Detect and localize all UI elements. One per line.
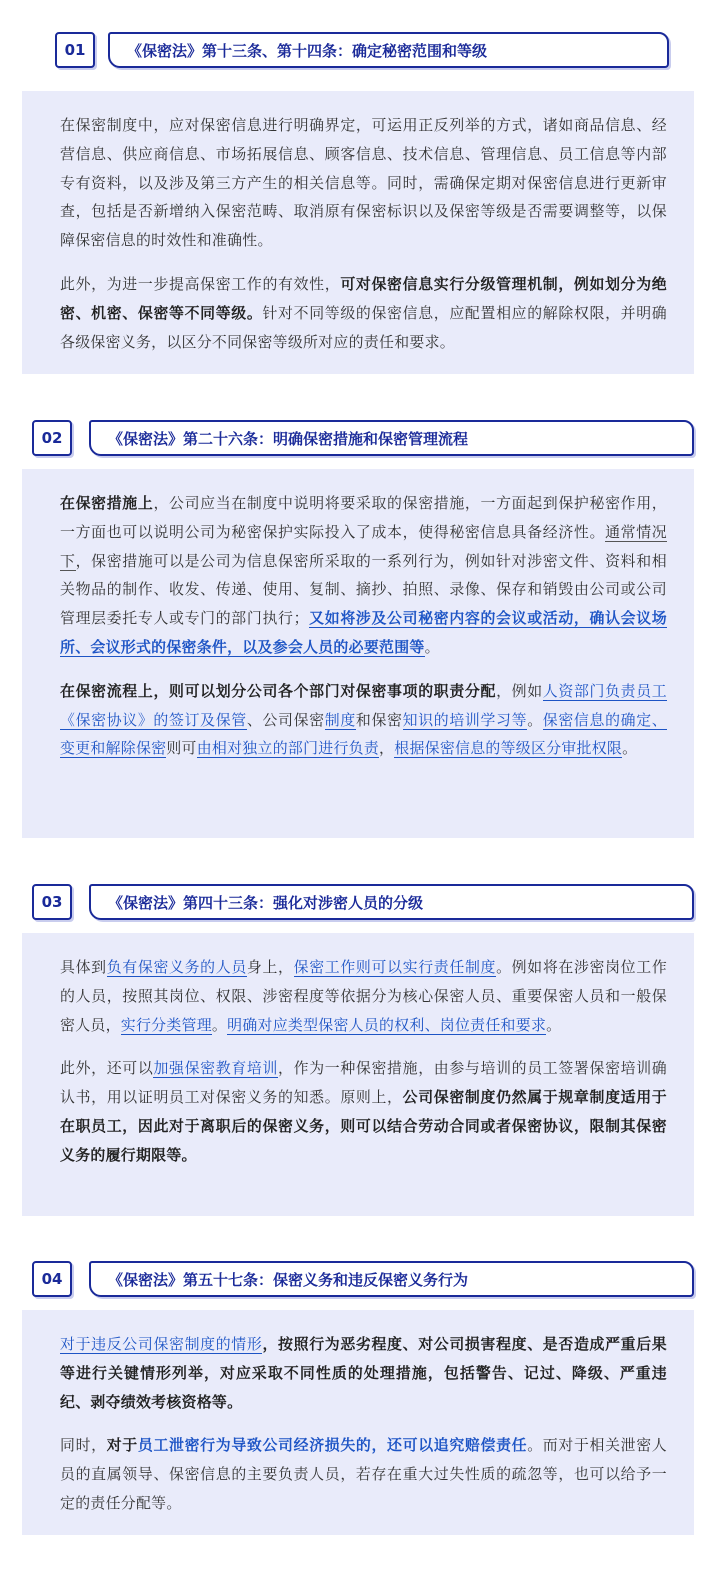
- paragraph: [60, 270, 667, 356]
- highlight-link-text: 负责: [348, 739, 380, 758]
- section-header: [0, 32, 722, 72]
- bold-text: 在保密措施上: [60, 494, 154, 512]
- text-run: 同时，: [60, 1436, 107, 1455]
- section-title: 《保密法》第五十七条：保密义务和违反保密义务行为: [89, 1261, 694, 1297]
- text-run: 身上，: [246, 958, 294, 976]
- text-run: 。: [424, 637, 440, 656]
- text-run: ，作为一种保密措施，由参与培训的员工签署保密培训确认书，用以证明员工对保密义务的知悉。原则上，: [60, 1059, 667, 1107]
- bold-text: 在保密流程上，则可以划分公司各个部门对保密事项的职责分配: [60, 681, 497, 700]
- highlight-link-text: 实行分类管理: [120, 1015, 212, 1034]
- highlight-link-text: 负有保密义务的人员: [106, 958, 247, 976]
- highlight-link-text: 保密信息的确定、变更和解除保密: [60, 710, 667, 758]
- highlight-link-text: 根据保密信息的等级区分审批权限: [394, 739, 623, 758]
- section-title: 《保密法》第二十六条：明确保密措施和保密管理流程: [89, 420, 694, 456]
- bold-text: 公司保密制度仍然属于规章制度适用于在职员工，因此对于离职后的保密义务，则可以结合劳动合同或者保密协议，限制其保密义务的履行期限等。: [60, 1088, 667, 1164]
- paragraph: [60, 677, 667, 763]
- text-run: 。: [622, 739, 638, 758]
- text-run: 此外，还可以: [60, 1059, 154, 1078]
- bold-highlight-text: 又如将涉及公司秘密内容的会议或活动，确认会议场所、会议形式的保密条件，以及参会人员的必要范围等: [60, 609, 667, 656]
- section-01: [0, 32, 722, 351]
- bold-text: ，按照行为恶劣程度、对公司损害程度、是否造成严重后果等进行关键情形列举，对应采取不同性质的处理措施，包括警告、记过、降级、严重违纪、剥夺绩效考核资格等。: [60, 1335, 667, 1411]
- section-header: [0, 420, 722, 460]
- highlight-link-text: 知识的培训学习等: [402, 710, 528, 729]
- text-run: 。例如将在涉密岗位工作的人员，按照其岗位、权限、涉密程度等依据分为核心保密人员、重要保密人员和一般保密人员，: [60, 958, 668, 1034]
- text-run: ，: [379, 739, 395, 758]
- section-content-box: [22, 469, 694, 838]
- text-run: 在保密制度中，应对保密信息进行明确界定，可运用正反列举的方式，诸如商品信息、经营信息、供应商信息、市场拓展信息、顾客信息、技术信息、管理信息、员工信息等内部专有资料，以及涉及第三方产生的相关信息等。同时，需确保定期对保密信息进行更新审查，包括是否新增纳入保密范畴、取消原有保密标识以及保密等级是否需要调整等，以保障保密信息的时效性和准确性。: [60, 116, 667, 250]
- section-number-badge: 04: [32, 1261, 72, 1297]
- text-run: 。: [527, 710, 543, 729]
- text-run: 、公司保密: [246, 710, 325, 729]
- paragraph: [60, 111, 667, 255]
- section-02: [0, 420, 722, 758]
- text-run: ，保密措施可以是公司为信息保密所采取的一系列行为，例如针对涉密文件、资料和相关物品的制作、收发、传递、使用、复制、摘抄、拍照、录像、保存和销毁由公司或公司管理层委托专人或专门的部门执行；: [60, 551, 667, 628]
- text-run: ，例如: [496, 681, 543, 700]
- highlight-link-text: 制度: [324, 710, 356, 729]
- section-title: 《保密法》第十三条、第十四条：确定秘密范围和等级: [108, 32, 669, 68]
- highlight-link-text: 人资部门负责员工《保密协议》的签订及保管: [60, 681, 668, 729]
- bold-blue-text: 员工泄密行为导致公司经济损失的，还可以追究赔偿责任: [137, 1436, 528, 1455]
- section-header: [0, 1261, 722, 1301]
- section-number-badge: 03: [32, 884, 72, 920]
- paragraph: [60, 489, 667, 662]
- text-run: 。: [211, 1015, 228, 1034]
- section-content-box: [22, 91, 694, 374]
- text-run: 具体到: [60, 958, 107, 976]
- highlight-link-text: 明确对应类型保密人员的权利、岗位责任和要求: [227, 1015, 547, 1034]
- highlight-link-text: 对于违反公司保密制度的情形: [60, 1335, 263, 1353]
- section-title: 《保密法》第四十三条：强化对涉密人员的分级: [89, 884, 694, 920]
- bold-text: 对于: [106, 1436, 138, 1455]
- paragraph: [60, 1054, 667, 1169]
- text-run: 此外，为进一步提高保密工作的有效性，: [60, 274, 341, 293]
- section-04: [0, 1261, 722, 1512]
- bold-text: 可对保密信息实行分级管理机制，例如划分为绝密、机密、保密等不同等级。: [60, 274, 667, 322]
- section-number-badge: 02: [32, 420, 72, 456]
- underlined-text: 通常情况下: [60, 522, 667, 570]
- section-content-box: [22, 1310, 694, 1535]
- text-run: ，公司应当在制度中说明将要采取的保密措施，一方面起到保护秘密作用，一方面也可以说明公司为秘密保护实际投入了成本，使得秘密信息具备经济性。: [60, 494, 667, 541]
- text-run: 。: [546, 1015, 562, 1034]
- text-run: 针对不同等级的保密信息，应配置相应的解除权限，并明确各级保密义务，以区分不同保密等级所对应的责任和要求。: [60, 303, 667, 351]
- section-03: [0, 884, 722, 1164]
- highlight-link-text: 由相对独立的部门进行: [196, 739, 349, 758]
- text-run: 则可: [166, 739, 197, 758]
- section-number-badge: 01: [55, 32, 95, 68]
- highlight-link-text: 加强保密教育培训: [153, 1059, 279, 1078]
- paragraph: [60, 1330, 667, 1416]
- section-content-box: [22, 933, 694, 1216]
- highlight-link-text: 保密工作则可以实行责任制度: [293, 958, 497, 976]
- paragraph: [60, 953, 667, 1039]
- text-run: 。而对于相关泄密人员的直属领导、保密信息的主要负责人员，若存在重大过失性质的疏忽等，也可以给予一定的责任分配等。: [60, 1436, 667, 1512]
- paragraph: [60, 1431, 667, 1517]
- text-run: 和保密: [355, 710, 403, 729]
- section-header: [0, 884, 722, 924]
